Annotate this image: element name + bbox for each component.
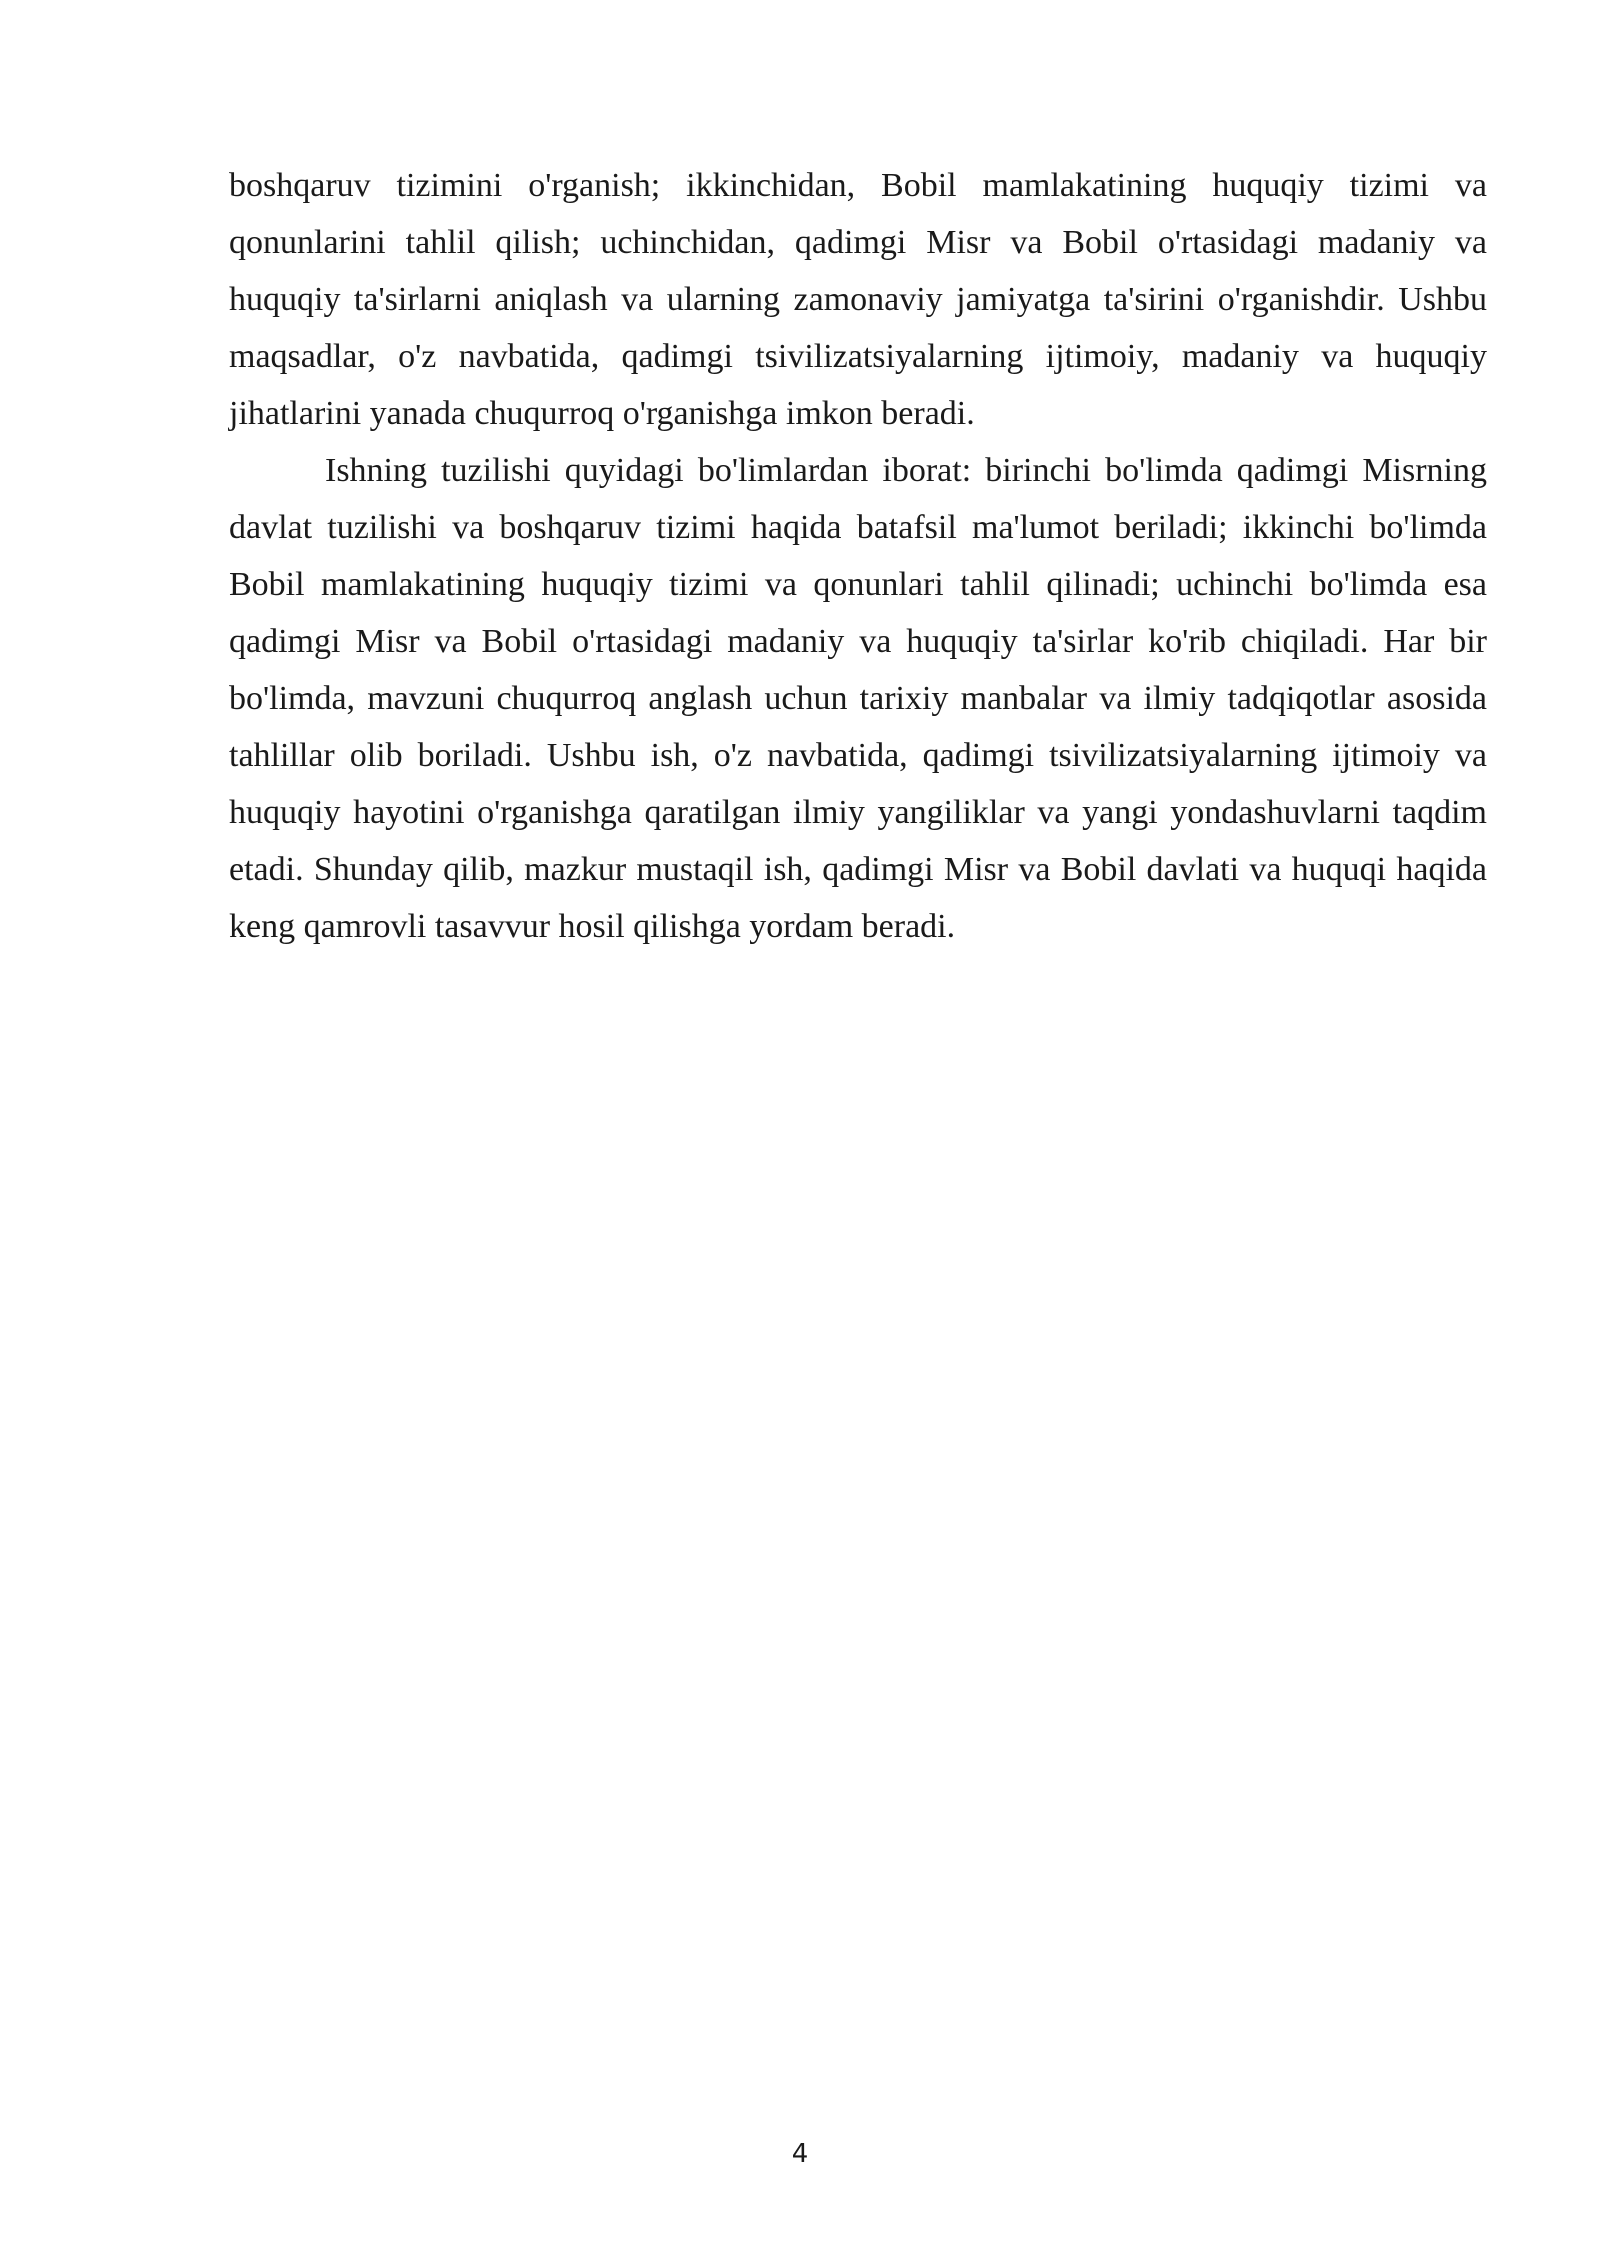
paragraph-structure: Ishning tuzilishi quyidagi bo'limlardan iborat: birinchi bo'limda qadimgi Misrning davlat tuzilishi va boshqaruv tizimi haqida batafsil ma'lumot beriladi; ikkinchi bo'limda Bobil mamlakatining huquqiy tizimi va qonunlari tahlil qilinadi; uchinchi bo'limda esa qadimgi Misr va Bobil o'rtasidagi madaniy va huquqiy ta'sirlar ko'rib chiqiladi. Har bir bo'limda, mavzuni chuqurroq anglash uchun tarixiy manbalar va ilmiy tadqiqotlar asosida tahlillar olib boriladi. Ushbu ish, o'z navbatida, qadimgi tsivilizatsiyalarning ijtimoiy va huquqiy hayotini o'rganishga qaratilgan ilmiy yangiliklar va yangi yondashuvlarni taqdim etadi. Shunday qilib, mazkur mustaqil ish, qadimgi Misr va Bobil davlati va huquqi haqida keng qamrovli tasavvur hosil qilishga yordam beradi. — [229, 452, 1487, 945]
page-number: 4 — [791, 2139, 809, 2169]
body-text — [229, 157, 1487, 955]
paragraph-continuation: boshqaruv tizimini o'rganish; ikkinchidan, Bobil mamlakatining huquqiy tizimi va qonunlarini tahlil qilish; uchinchidan, qadimgi Misr va Bobil o'rtasidagi madaniy va huquqiy ta'sirlarni aniqlash va ularning zamonaviy jamiyatga ta'sirini o'rganishdir. Ushbu maqsadlar, o'z navbatida, qadimgi tsivilizatsiyalarning ijtimoiy, madaniy va huquqiy jihatlarini yanada chuqurroq o'rganishga imkon beradi. — [229, 167, 1487, 432]
